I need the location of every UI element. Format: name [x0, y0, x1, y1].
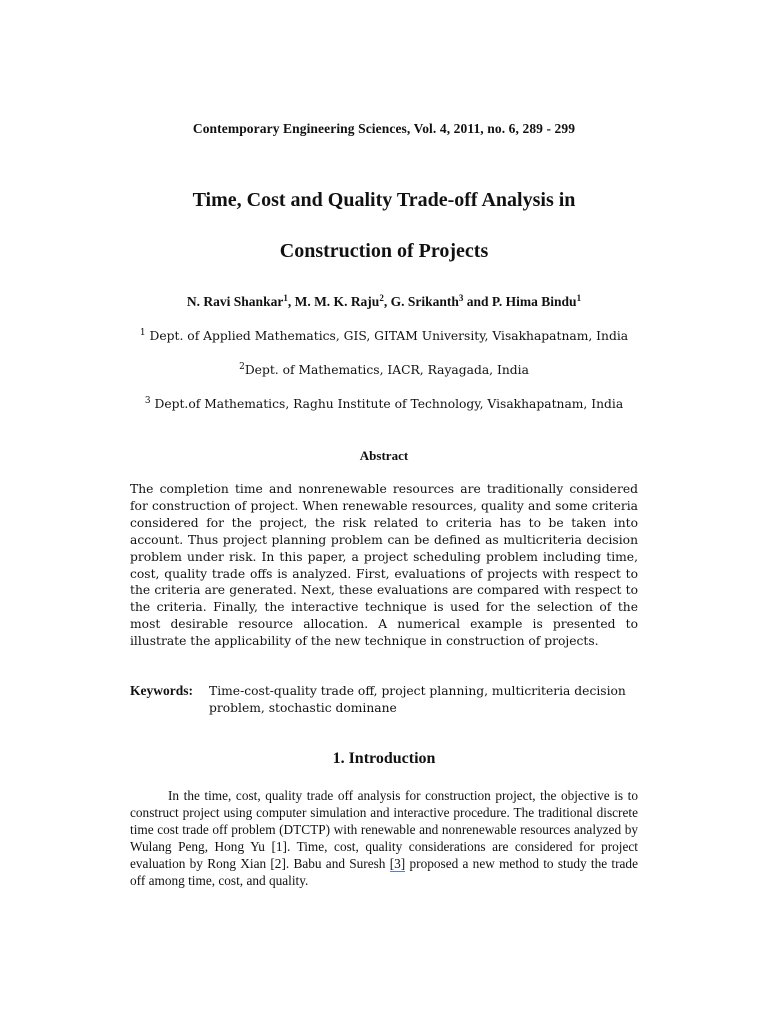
affiliation-mark: 2 [239, 362, 245, 372]
affiliation-3 [0, 397, 768, 411]
keywords [130, 683, 650, 717]
introduction-text: In the time, cost, quality trade off analysis for construction project, the objective is to construct project using computer simulation and interactive procedure. The traditional discrete time cost trade off problem (DTCTP) with renewable and nonrenewable resources analyzed by Wulang Peng, Hong Yu [1]. Time, cost, quality considerations are considered for project evaluation by Rong Xian [2]. Babu and Suresh [130, 788, 638, 871]
author-affiliation-mark: 3 [458, 293, 464, 303]
author-affiliation-mark: 1 [576, 293, 582, 303]
keywords-label: Keywords: [130, 683, 193, 698]
author-list [0, 294, 768, 310]
introduction-paragraph [130, 788, 638, 889]
author-separator: and [463, 294, 492, 309]
citation-link-3[interactable]: [3] [389, 855, 406, 871]
author-separator: , [287, 294, 295, 309]
author-name: N. Ravi Shankar [186, 294, 284, 309]
affiliation-2 [0, 363, 768, 377]
author-name: P. Hima Bindu [491, 294, 577, 309]
paper-title-line-1: Time, Cost and Quality Trade-off Analysis in [192, 189, 576, 211]
affiliation-text: Dept. of Mathematics, IACR, Rayagada, India [244, 363, 529, 377]
abstract-body: The completion time and nonrenewable resources are traditionally considered for construction of project. When renewable resources, quality and some criteria considered for the project, the risk related to criteria has to be taken into account. Thus project planning problem can be defined as multicriteria decision problem under risk. In this paper, a project scheduling problem including time, cost, quality trade offs is analyzed. First, evaluations of projects with respect to the criteria are generated. Next, these evaluations are compared with respect to the criteria. Finally, the interactive technique is used for the selection of the most desirable resource allocation. A numerical example is presented to illustrate the applicability of the new technique in construction of projects. [130, 482, 638, 649]
introduction-text-end: proposed a new method to study the trade off among time, cost, and quality. [130, 855, 638, 888]
author-name: M. M. K. Raju [294, 294, 380, 309]
section-heading-introduction: 1. Introduction [332, 750, 436, 767]
keywords-line-1: Time-cost-quality trade off, project planning, multicriteria decision [209, 684, 626, 698]
affiliation-text: Dept.of Mathematics, Raghu Institute of Technology, Visakhapatnam, India [150, 397, 624, 411]
author-name: G. Srikanth [390, 294, 459, 309]
paper-title-line-2: Construction of Projects [279, 240, 489, 262]
author-affiliation-mark: 2 [379, 293, 384, 303]
affiliation-mark: 1 [139, 328, 146, 338]
keywords-line-2: problem, stochastic dominane [209, 700, 397, 715]
journal-citation: Contemporary Engineering Sciences, Vol. 4, 2011, no. 6, 289 - 299 [192, 121, 576, 136]
author-affiliation-mark: 1 [283, 293, 288, 303]
affiliation-mark: 3 [144, 396, 151, 406]
affiliation-text: Dept. of Applied Mathematics, GIS, GITAM University, Visakhapatnam, India [145, 329, 629, 343]
abstract-heading: Abstract [359, 448, 409, 463]
affiliation-1 [0, 329, 768, 343]
author-separator: , [383, 294, 391, 309]
